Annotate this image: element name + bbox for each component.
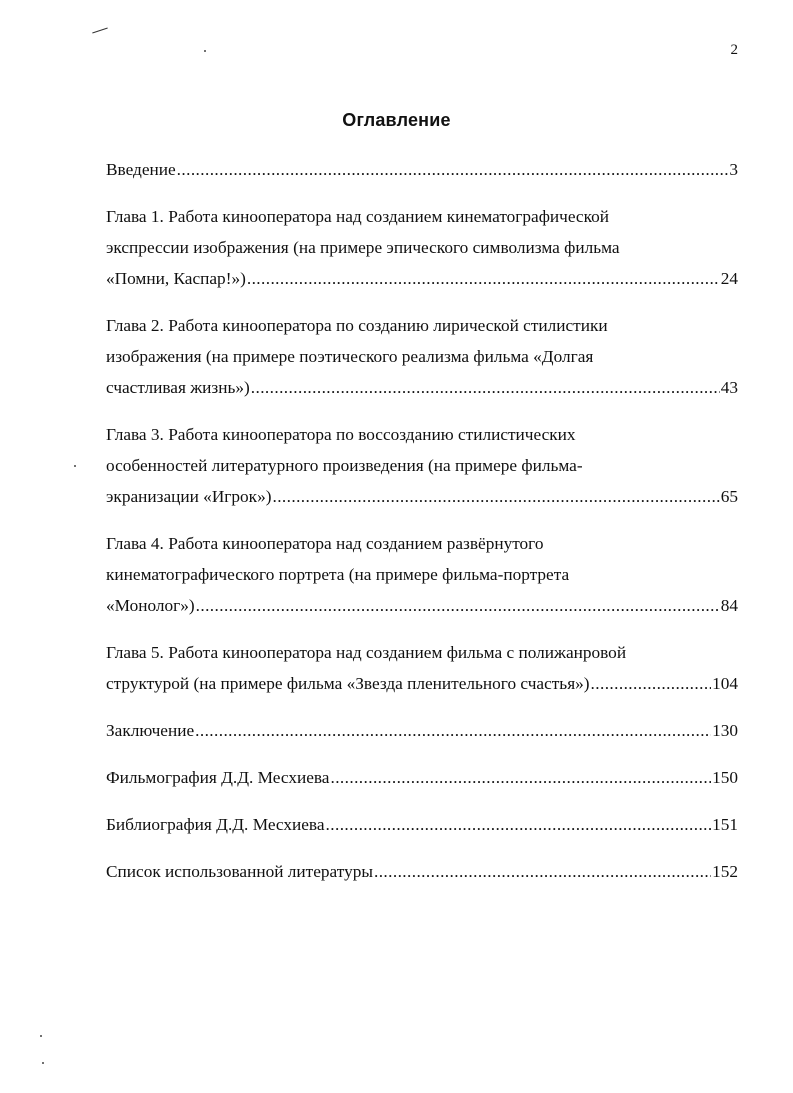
- dot-leader: [326, 809, 712, 840]
- toc-entry-text: экранизации «Игрок»): [106, 487, 272, 506]
- toc-entry-line: особенностей литературного произведения (на примере фильма-: [106, 456, 583, 475]
- toc-entry-line: Глава 3. Работа кинооператора по воссозданию стилистических: [106, 425, 576, 444]
- toc-entry-text: Введение: [106, 160, 176, 179]
- toc-entry-last-line: [106, 715, 738, 746]
- scan-speck: [74, 465, 76, 467]
- toc-page-number: 130: [712, 721, 738, 740]
- toc-entry-chapter-1[interactable]: [106, 201, 738, 294]
- toc-entry-text: Заключение: [106, 721, 195, 740]
- toc-entry-last-line: [106, 590, 738, 621]
- toc-entry-last-line: [106, 263, 738, 294]
- dot-leader: [374, 856, 711, 887]
- toc-entry-last-line: [106, 668, 738, 699]
- scan-speck: [204, 50, 206, 52]
- toc-entry-text: «Помни, Каспар!»): [106, 269, 246, 288]
- toc-page-number: 3: [729, 160, 738, 179]
- toc-page-number: 151: [712, 815, 738, 834]
- toc-entry-text: Список использованной литературы: [106, 862, 373, 881]
- dot-leader: [591, 668, 712, 699]
- toc-entry-chapter-3[interactable]: [106, 419, 738, 512]
- toc-entry-line: Глава 5. Работа кинооператора над созданием фильма с полижанровой: [106, 643, 627, 662]
- toc-entry-last-line: [106, 481, 738, 512]
- toc-entry-conclusion[interactable]: [106, 715, 738, 746]
- toc-entry-text: структурой (на примере фильма «Звезда пленительного счастья»): [106, 674, 590, 693]
- toc-entry-last-line: [106, 856, 738, 887]
- toc-entry-text: Библиография Д.Д. Месхиева: [106, 815, 325, 834]
- toc-page-number: 150: [712, 768, 738, 787]
- dot-leader: [177, 154, 729, 185]
- toc-entry-text: счастливая жизнь»): [106, 378, 250, 397]
- dot-leader: [195, 715, 711, 746]
- toc-entry-text: «Монолог»): [106, 596, 195, 615]
- page-number: 2: [730, 42, 738, 58]
- toc-entry-bibliography[interactable]: [106, 809, 738, 840]
- dot-leader: [251, 372, 720, 403]
- scan-speck: [40, 1035, 42, 1037]
- toc-entry-references[interactable]: [106, 856, 738, 887]
- toc-page-number: 65: [720, 487, 738, 506]
- toc-page-number: 43: [720, 378, 738, 397]
- dot-leader: [247, 263, 720, 294]
- toc-page-number: 24: [720, 269, 738, 288]
- dot-leader: [330, 762, 711, 793]
- toc-entry-last-line: [106, 762, 738, 793]
- page-title: Оглавление: [342, 110, 451, 130]
- toc-entry-line: экспрессии изображения (на примере эпического символизма фильма: [106, 238, 620, 257]
- toc-entry-last-line: [106, 372, 738, 403]
- toc-entry-text: Фильмография Д.Д. Месхиева: [106, 768, 330, 787]
- dot-leader: [196, 590, 720, 621]
- scan-speck: [42, 1062, 44, 1064]
- toc-entry-chapter-4[interactable]: [106, 528, 738, 621]
- toc-entry-introduction[interactable]: [106, 154, 738, 185]
- scan-mark: [92, 28, 108, 34]
- toc-entry-filmography[interactable]: [106, 762, 738, 793]
- toc-entry-line: кинематографического портрета (на примере фильма-портрета: [106, 565, 570, 584]
- toc-entry-line: Глава 1. Работа кинооператора над созданием кинематографической: [106, 207, 610, 226]
- table-of-contents: [106, 154, 738, 903]
- toc-entry-chapter-5[interactable]: [106, 637, 738, 699]
- toc-entry-line: Глава 4. Работа кинооператора над созданием развёрнутого: [106, 534, 544, 553]
- toc-entry-chapter-2[interactable]: [106, 310, 738, 403]
- toc-page-number: 84: [720, 596, 738, 615]
- dot-leader: [272, 481, 719, 512]
- toc-entry-line: изображения (на примере поэтического реализма фильма «Долгая: [106, 347, 594, 366]
- toc-entry-line: Глава 2. Работа кинооператора по созданию лирической стилистики: [106, 316, 608, 335]
- toc-entry-last-line: [106, 154, 738, 185]
- toc-page-number: 152: [712, 862, 738, 881]
- toc-page-number: 104: [712, 674, 738, 693]
- toc-entry-last-line: [106, 809, 738, 840]
